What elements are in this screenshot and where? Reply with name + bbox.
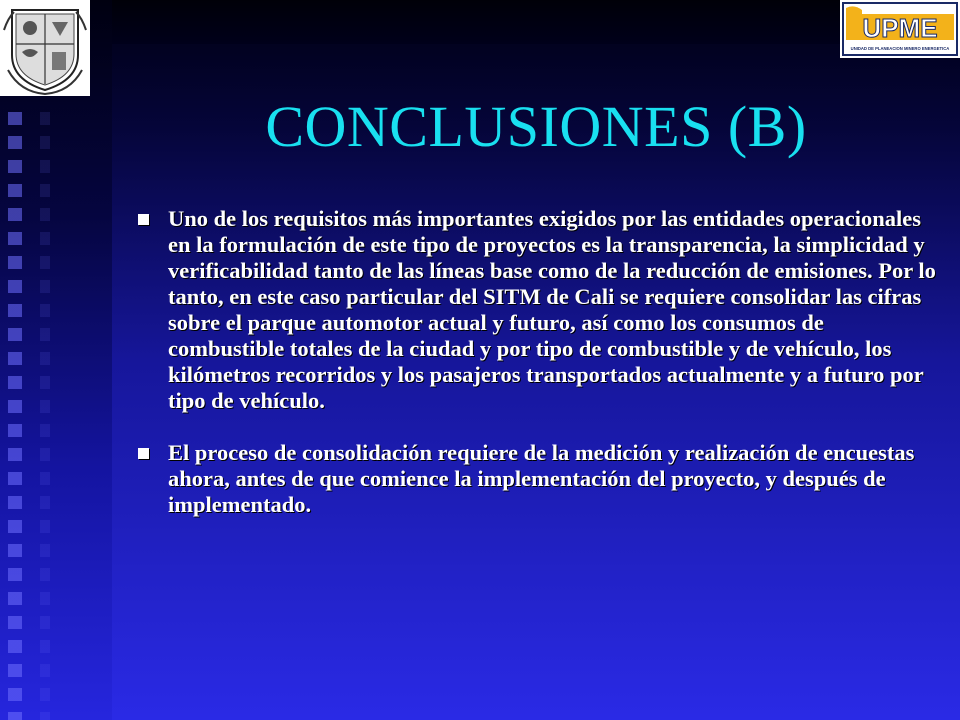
upme-logo [840, 0, 960, 58]
decorative-squares-faint [40, 112, 50, 720]
city-crest-logo [0, 0, 90, 96]
svg-text:UNIDAD DE PLANEACION MINERO EN: UNIDAD DE PLANEACION MINERO ENERGETICA [850, 46, 950, 51]
slide-title: CONCLUSIONES (B) [265, 94, 807, 159]
upme-logo-graphic [840, 0, 960, 58]
bullet-item [138, 440, 938, 518]
bullet-list [138, 206, 938, 518]
bullet-text: Uno de los requisitos más importantes exigidos por las entidades operacionales en la formulación de este tipo de proyectos es la transparencia, la simplicidad y verificabilidad tanto de las líneas base como de la reducción de emisiones. Por lo tanto, en este caso particular del SITM de Cali se requiere consolidar las cifras sobre el parque automotor actual y futuro, así como los consumos de combustible totales de la ciudad y por tipo de combustible y de vehículo, los kilómetros recorridos y los pasajeros transportados actualmente y a futuro por tipo de vehículo. [168, 206, 936, 413]
left-decorative-strip [0, 0, 112, 720]
square-bullet-icon [138, 448, 149, 459]
crest-icon [0, 0, 90, 96]
square-bullet-icon [138, 214, 149, 225]
bullet-item [138, 206, 938, 414]
top-dark-band [112, 0, 960, 44]
decorative-squares [8, 112, 22, 720]
bullet-text: El proceso de consolidación requiere de la medición y realización de encuestas ahora, antes de que comience la implementación del proyecto, y después de implementado. [168, 440, 915, 517]
svg-text:UPME: UPME [862, 13, 938, 43]
